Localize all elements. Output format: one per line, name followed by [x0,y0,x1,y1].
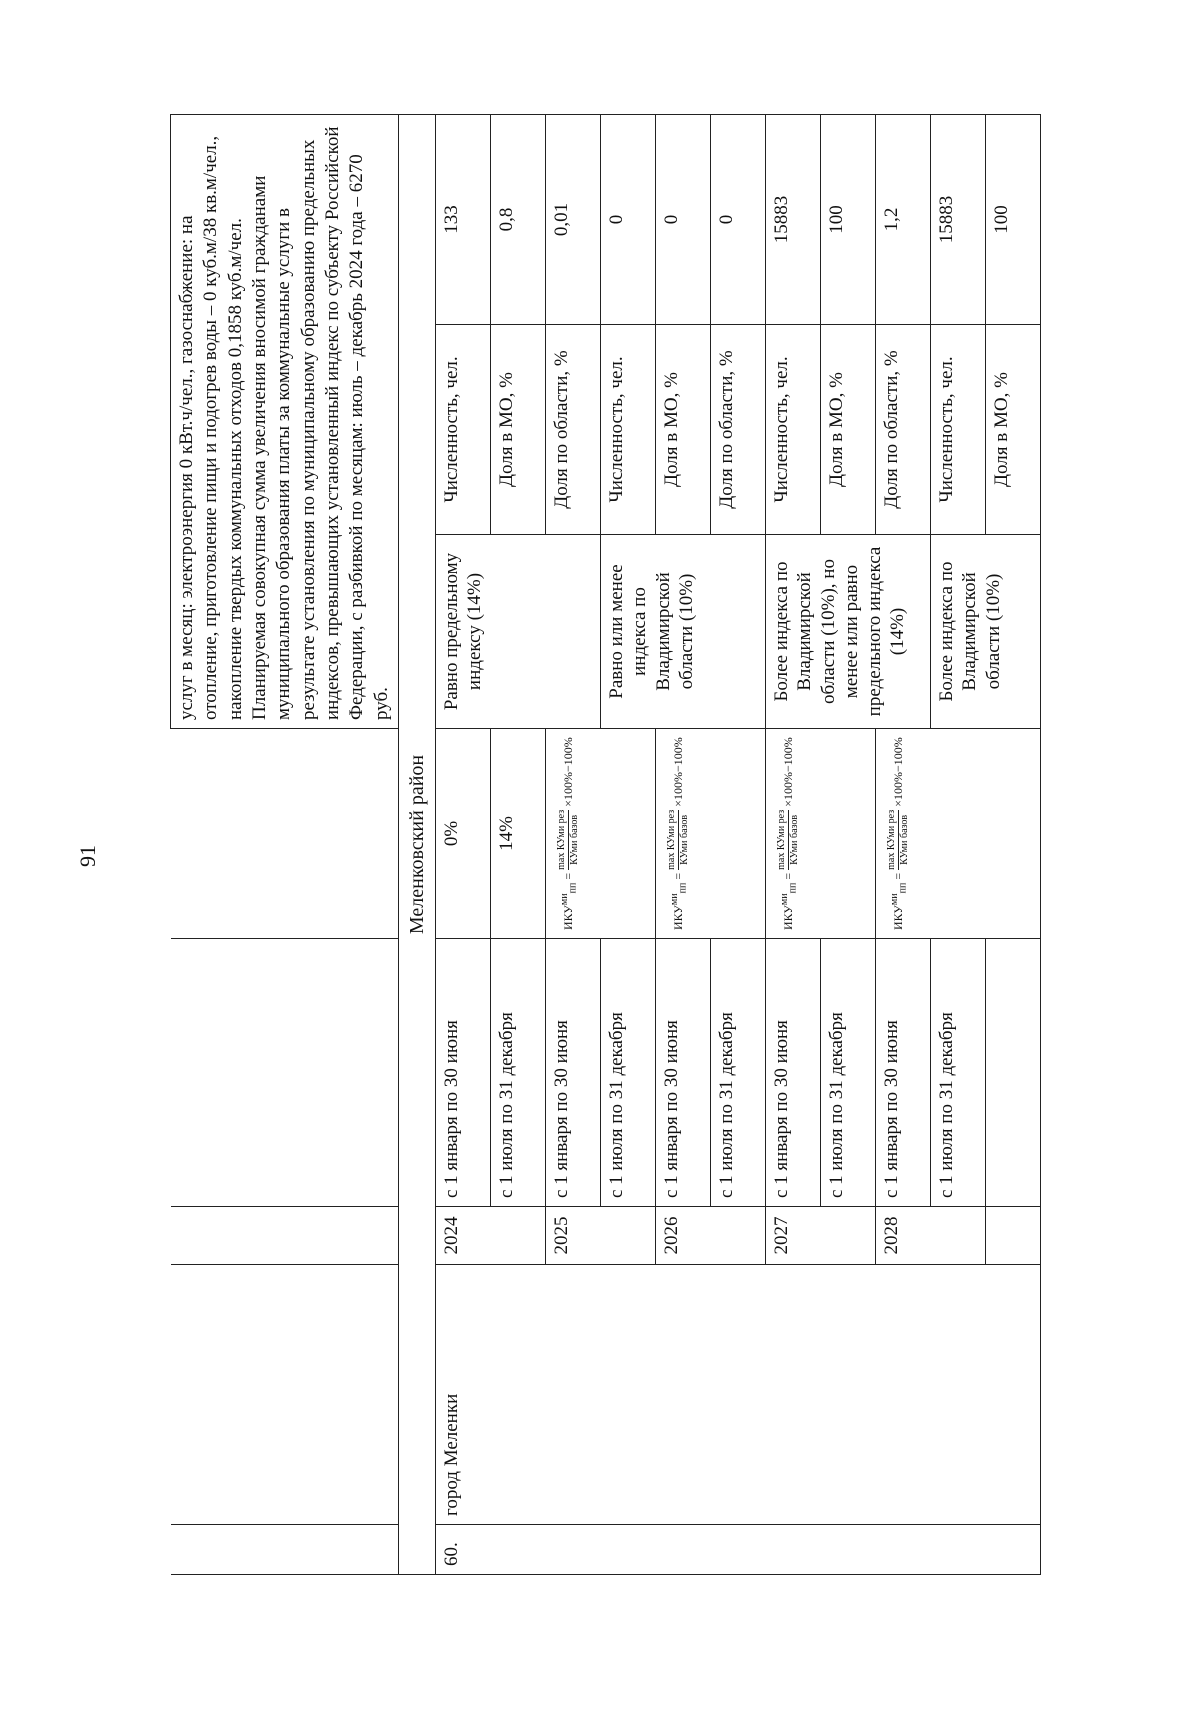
formula-denominator: КУми базов [679,814,691,865]
period-cell: с 1 января по 30 июня [546,939,601,1207]
period-cell: с 1 января по 30 июня [766,939,821,1207]
formula-fraction [776,810,801,870]
value-cell: 15883 [766,114,821,324]
indicator-cell: Доля по области, % [711,325,766,535]
year-cell [986,1207,1041,1265]
period-cell: с 1 июля по 31 декабря [931,939,986,1207]
indicator-cell: Численность, чел. [766,325,821,535]
formula-tail: ×100%−100% [890,737,905,807]
period-cell: с 1 января по 30 июня [876,939,931,1207]
indicator-cell: Численность, чел. [436,325,491,535]
index-cell [546,729,656,939]
index-cell [656,729,766,939]
indicator-cell: Доля в МО, % [656,325,711,535]
row-number: 60. [436,1525,1041,1575]
value-cell: 0,01 [546,114,601,324]
condition-cell: Более индекса по Владимирской области (10%), но менее или равно предельного индекса (14%) [766,535,931,729]
formula-tail: ×100%−100% [560,737,575,807]
year-cell: 2028 [876,1207,986,1265]
period-cell: с 1 июля по 31 декабря [491,939,546,1207]
value-cell: 133 [436,114,491,324]
indicator-cell: Численность, чел. [601,325,656,535]
index-cell: 14% [491,729,546,939]
formula-fraction [666,810,691,870]
period-cell: с 1 января по 30 июня [436,939,491,1207]
indicator-cell: Доля по области, % [876,325,931,535]
indicator-cell: Доля в МО, % [986,325,1041,535]
period-cell: с 1 июля по 31 декабря [821,939,876,1207]
year-cell: 2026 [656,1207,766,1265]
formula-lhs-sub: пп [567,882,579,894]
value-cell: 100 [986,114,1041,324]
formula-tail: ×100%−100% [780,737,795,807]
district-row [398,114,435,1574]
formula-lhs: ИКУ [560,905,575,930]
value-cell: 100 [821,114,876,324]
blank-cell [171,1525,399,1575]
formula-denominator: КУми базов [789,814,801,865]
page-number: 91 [75,845,100,867]
indicator-cell: Доля в МО, % [491,325,546,535]
index-formula: $ИКУ^{ми}_{пп}$ = max КУми рез КУми базов ×100%−100% [776,737,801,930]
table-body [436,114,1041,1574]
condition-cell: Более индекса по Владимирской области (10%) [931,535,1041,729]
formula-lhs: ИКУ [780,905,795,930]
formula-lhs-sub: пп [897,882,909,894]
formula-lhs-sub: пп [677,882,689,894]
formula-numerator: max КУми рез [556,810,569,870]
formula-tail: ×100%−100% [670,737,685,807]
district-header: Меленковский район [398,114,435,1574]
indicator-cell: Доля по области, % [546,325,601,535]
year-cell: 2024 [436,1207,546,1265]
blank-cell [171,939,399,1207]
formula-lhs-sup: ми [558,893,570,906]
index-formula: $ИКУ^{ми}_{пп}$ = max КУми рез КУми базов ×100%−100% [886,737,911,930]
condition-cell: Равно предельному индексу (14%) [436,535,601,729]
period-cell: с 1 июля по 31 декабря [711,939,766,1207]
index-formula: $ИКУ^{ми}_{пп}$ = max КУми рез КУми базов ×100%−100% [556,737,581,930]
indicator-cell: Численность, чел. [931,325,986,535]
index-formula: $ИКУ^{ми}_{пп}$ = max КУми рез КУми базов ×100%−100% [666,737,691,930]
formula-fraction [886,810,911,870]
formula-lhs-sub: пп [787,882,799,894]
rotated-table-container [170,115,1095,1575]
index-cell [766,729,876,939]
index-cell [876,729,1041,939]
intro-row [171,114,399,1574]
index-cell: 0% [436,729,491,939]
formula-lhs-sup: ми [778,893,790,906]
period-cell: с 1 июля по 31 декабря [601,939,656,1207]
condition-cell: Равно или менее индекса по Владимирской области (10%) [601,535,766,729]
formula-numerator: max КУми рез [666,810,679,870]
tariff-table [170,114,1041,1575]
value-cell: 1,2 [876,114,931,324]
value-cell: 0 [656,114,711,324]
formula-lhs-sup: ми [888,893,900,906]
formula-denominator: КУми базов [899,814,911,865]
year-cell: 2025 [546,1207,656,1265]
formula-numerator: max КУми рез [886,810,899,870]
value-cell: 0 [711,114,766,324]
intro-text-line2: Планируемая совокупная сумма увеличения вносимой гражданами муниципального образования платы за коммунальные услуги в результате установления по муниципальному образованию предельных индексов, превышающих установленный индекс по субъекту Российской Федерации, с разбивкой по месяцам: июль – декабрь 2024 года – 6270 руб. [248,126,392,720]
formula-lhs-sup: ми [668,893,680,906]
value-cell: 0,8 [491,114,546,324]
value-cell: 15883 [931,114,986,324]
intro-text-line1: услуг в месяц: электроэнергия 0 кВт.ч/чел., газоснабжение: на отопление, приготовление пищи и подогрев воды – 0 куб.м/38 кв.м/чел., накопление твердых коммунальных отходов 0,1858 куб.м/чел. [176,135,246,720]
formula-fraction [556,810,581,870]
formula-numerator: max КУми рез [776,810,789,870]
period-cell: с 1 января по 30 июня [656,939,711,1207]
formula-lhs: ИКУ [670,905,685,930]
table-row [436,114,491,1574]
blank-cell [171,1207,399,1265]
value-cell: 0 [601,114,656,324]
formula-lhs: ИКУ [890,905,905,930]
period-cell [986,939,1041,1207]
blank-cell [171,1265,399,1525]
indicator-cell: Доля в МО, % [821,325,876,535]
intro-text-cell [171,114,399,728]
blank-cell [171,729,399,939]
municipality-name: город Меленки [436,1265,1041,1525]
year-cell: 2027 [766,1207,876,1265]
formula-denominator: КУми базов [569,814,581,865]
